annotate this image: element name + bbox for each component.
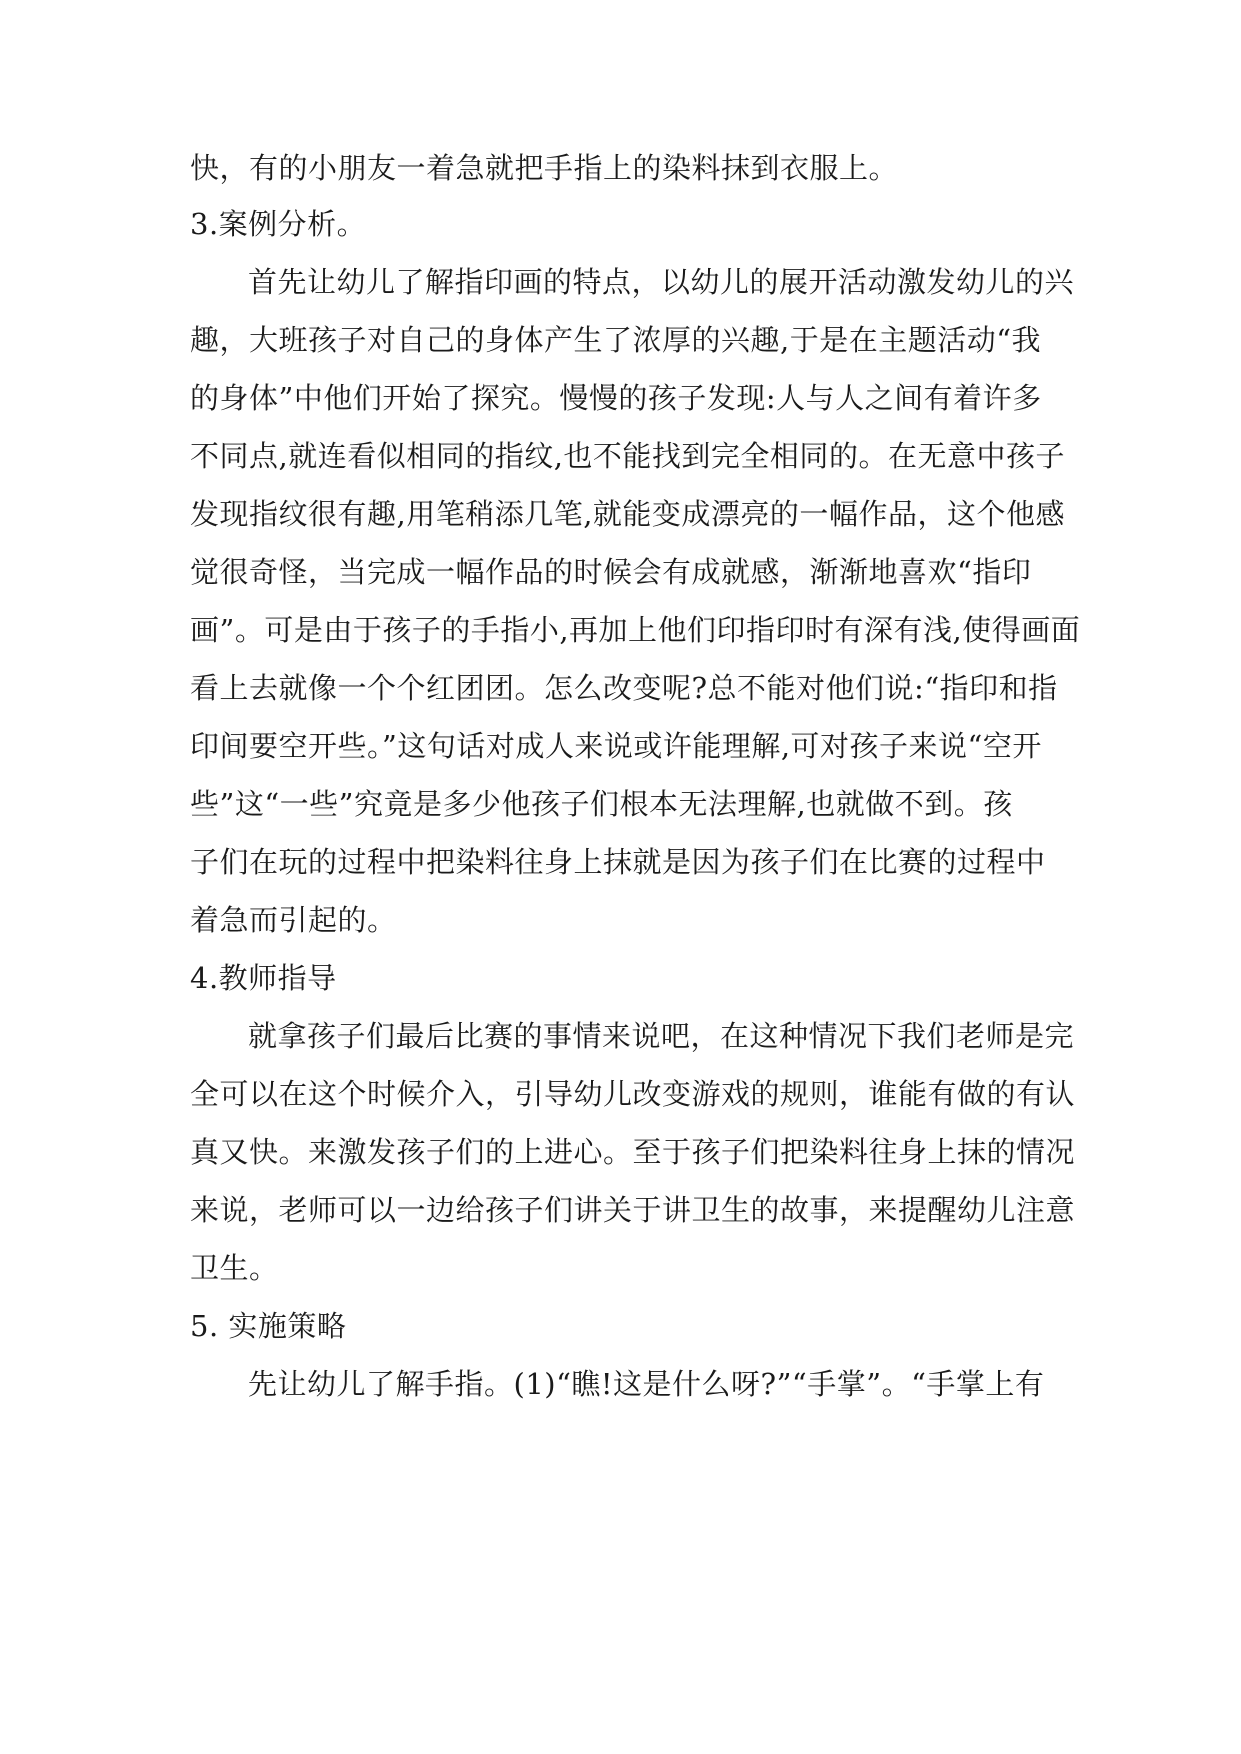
paragraph-line: 画”。可是由于孩子的手指小,再加上他们印指印时有深有浅,使得画面: [190, 613, 1081, 647]
paragraph-line: 的身体”中他们开始了探究。慢慢的孩子发现:人与人之间有着许多: [190, 381, 1042, 415]
paragraph-line: 子们在玩的过程中把染料往身上抹就是因为孩子们在比赛的过程中: [190, 845, 1046, 879]
paragraph-line: 先让幼儿了解手指。(1)“瞧!这是什么呀?”“手掌”。“手掌上有: [248, 1367, 1045, 1401]
paragraph-line: 趣，大班孩子对自己的身体产生了浓厚的兴趣,于是在主题活动“我: [190, 323, 1042, 357]
section-heading-case-analysis: 3.案例分析。: [190, 207, 367, 241]
text-line: 快，有的小朋友一着急就把手指上的染料抹到衣服上。: [190, 151, 899, 185]
paragraph-line: 就拿孩子们最后比赛的事情来说吧，在这种情况下我们老师是完: [248, 1019, 1075, 1053]
section-heading-strategy: 5. 实施策略: [190, 1309, 347, 1343]
paragraph-line: 觉很奇怪，当完成一幅作品的时候会有成就感，渐渐地喜欢“指印: [190, 555, 1032, 589]
section-heading-teacher-guidance: 4.教师指导: [190, 961, 337, 995]
paragraph-line: 发现指纹很有趣,用笔稍添几笔,就能变成漂亮的一幅作品，这个他感: [190, 497, 1065, 531]
paragraph-line: 看上去就像一个个红团团。怎么改变呢?总不能对他们说:“指印和指: [190, 671, 1058, 705]
paragraph-line: 真又快。来激发孩子们的上进心。至于孩子们把染料往身上抹的情况: [190, 1135, 1076, 1169]
paragraph-line: 些”这“一些”究竟是多少他孩子们根本无法理解,也就做不到。孩: [190, 787, 1013, 821]
paragraph-line: 不同点,就连看似相同的指纹,也不能找到完全相同的。在无意中孩子: [190, 439, 1065, 473]
paragraph-line: 首先让幼儿了解指印画的特点，以幼儿的展开活动激发幼儿的兴: [248, 265, 1075, 299]
paragraph-line: 来说，老师可以一边给孩子们讲关于讲卫生的故事，来提醒幼儿注意: [190, 1193, 1076, 1227]
paragraph-line: 卫生。: [190, 1251, 279, 1285]
paragraph-line: 全可以在这个时候介入，引导幼儿改变游戏的规则，谁能有做的有认: [190, 1077, 1076, 1111]
paragraph-line: 着急而引起的。: [190, 903, 397, 937]
paragraph-line: 印间要空开些。”这句话对成人来说或许能理解,可对孩子来说“空开: [190, 729, 1042, 763]
